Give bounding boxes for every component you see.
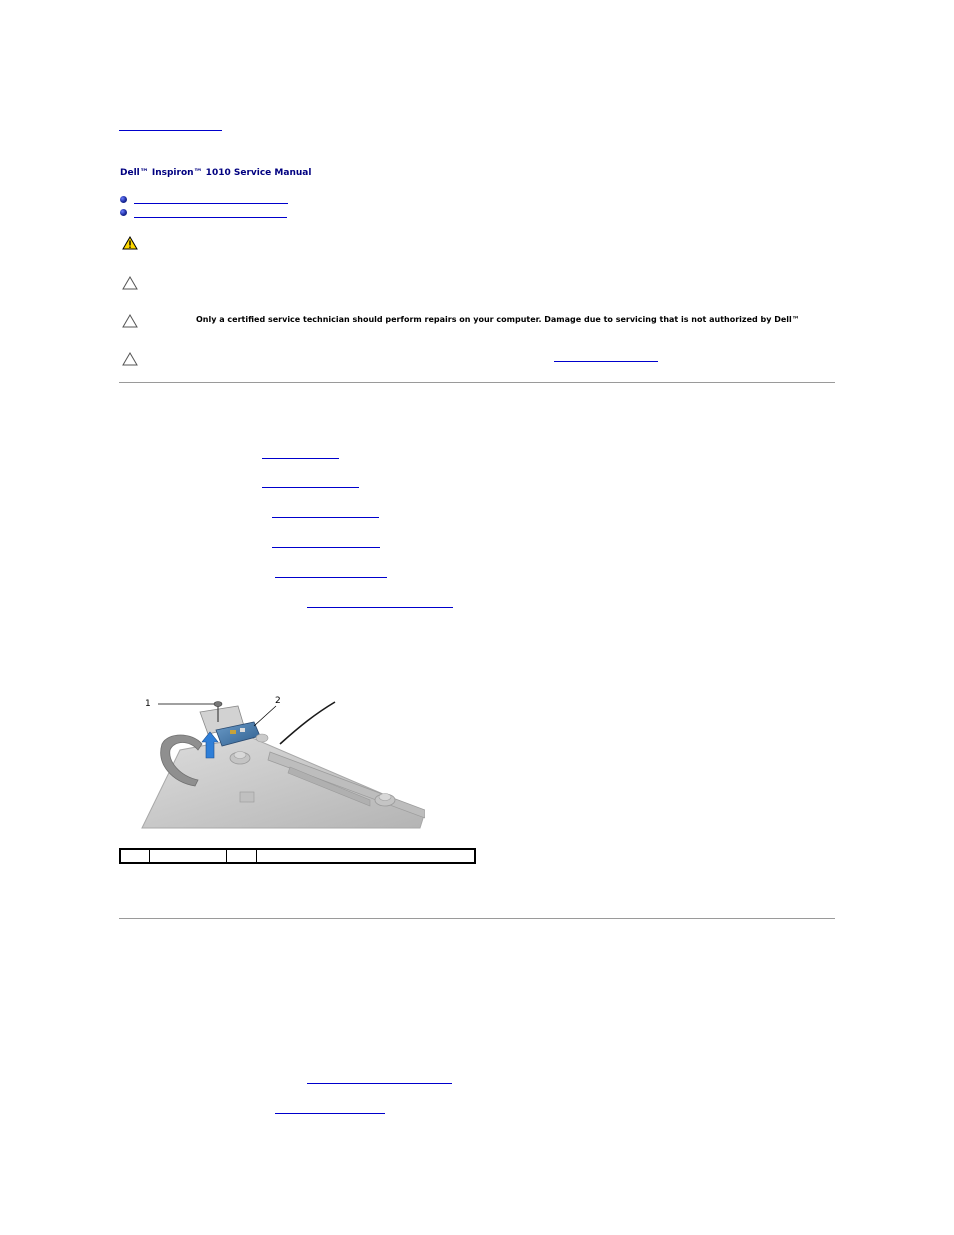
safety-info-link[interactable] [554,361,658,362]
bullet-icon [120,209,127,216]
procedure-link-1[interactable] [262,458,339,459]
procedure-link-5[interactable] [275,577,387,578]
caution-icon [122,276,138,290]
table-cell [150,849,227,863]
section-divider [119,918,835,919]
procedure-link-8[interactable] [275,1113,385,1114]
bullet-icon [120,196,127,203]
back-to-contents-link[interactable] [119,130,222,131]
section-divider [119,382,835,383]
table-cell [227,849,257,863]
table-row [120,849,475,863]
callout-number-1: 1 [145,699,151,709]
procedure-link-6[interactable] [307,607,453,608]
table-cell [257,849,476,863]
caution-icon [122,314,138,328]
caution-icon [122,352,138,366]
table-cell [120,849,150,863]
procedure-link-2[interactable] [262,487,359,488]
procedure-link-4[interactable] [272,547,380,548]
removal-illustration [140,692,425,832]
caution-text: Only a certified service technician should perform repairs on your computer. Damage due to servicing that is not authorized by Dell™ [196,315,800,324]
procedure-link-7[interactable] [307,1083,452,1084]
callout-table [119,848,476,864]
manual-title: Dell™ Inspiron™ 1010 Service Manual [120,168,312,178]
section-link-replacing[interactable] [134,217,287,218]
callout-number-2: 2 [275,696,281,706]
section-link-removing[interactable] [134,203,288,204]
procedure-link-3[interactable] [272,517,379,518]
warning-icon [122,236,138,250]
